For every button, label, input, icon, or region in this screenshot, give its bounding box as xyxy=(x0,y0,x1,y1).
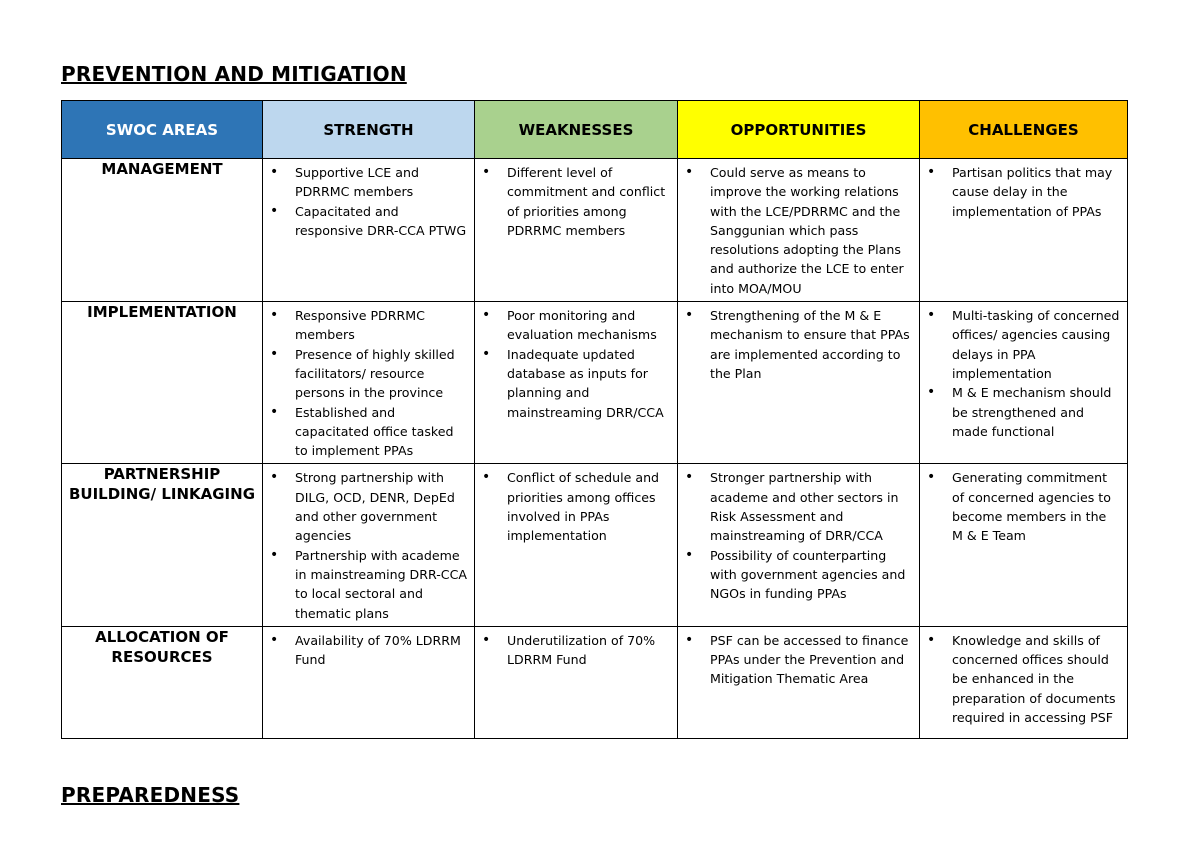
list-item: • Could serve as means to improve the working relations with the LCE/PDRRMC and the Sanggunian which pass resolutions adopting the Plans and authorize the LCE to enter into MOA/MOU xyxy=(678,163,913,298)
strength-cell xyxy=(263,159,475,302)
list-item: • Multi-tasking of concerned offices/ agencies causing delays in PPA implementation xyxy=(920,306,1121,383)
list-item: • Partisan politics that may cause delay in the implementation of PPAs xyxy=(920,163,1121,221)
list-item: • Strengthening of the M & E mechanism to ensure that PPAs are implemented according to the Plan xyxy=(678,306,913,383)
list-item: • Inadequate updated database as inputs for planning and mainstreaming DRR/CCA xyxy=(475,345,671,422)
list-item: • Poor monitoring and evaluation mechanisms xyxy=(475,306,671,345)
list-item: • Conflict of schedule and priorities among offices involved in PPAs implementation xyxy=(475,468,671,545)
strength-cell xyxy=(263,302,475,464)
table-row xyxy=(62,159,1128,302)
opportunities-cell xyxy=(678,626,920,738)
list-item: • Supportive LCE and PDRRMC members xyxy=(263,163,468,202)
list-item: • Partnership with academe in mainstreaming DRR-CCA to local sectoral and thematic plans xyxy=(263,546,468,623)
list-item: • Generating commitment of concerned agencies to become members in the M & E Team xyxy=(920,468,1121,545)
opportunities-cell xyxy=(678,464,920,626)
list-item: • Capacitated and responsive DRR-CCA PTWG xyxy=(263,202,468,241)
list-item: • Possibility of counterparting with government agencies and NGOs in funding PPAs xyxy=(678,546,913,604)
weaknesses-cell xyxy=(475,159,678,302)
opportunities-cell xyxy=(678,302,920,464)
list-item: • Strong partnership with DILG, OCD, DENR, DepEd and other government agencies xyxy=(263,468,468,545)
header-opportunities: OPPORTUNITIES xyxy=(678,101,920,159)
list-item: • Underutilization of 70% LDRRM Fund xyxy=(475,631,671,670)
header-swoc-areas: SWOC AREAS xyxy=(62,101,263,159)
list-item: • Presence of highly skilled facilitators/ resource persons in the province xyxy=(263,345,468,403)
section-title-prevention: PREVENTION AND MITIGATION xyxy=(61,62,407,86)
challenges-cell xyxy=(920,626,1128,738)
challenges-cell xyxy=(920,464,1128,626)
header-weaknesses: WEAKNESSES xyxy=(475,101,678,159)
list-item: • Availability of 70% LDRRM Fund xyxy=(263,631,468,670)
header-challenges: CHALLENGES xyxy=(920,101,1128,159)
list-item: • M & E mechanism should be strengthened and made functional xyxy=(920,383,1121,441)
list-item: • PSF can be accessed to finance PPAs under the Prevention and Mitigation Thematic Area xyxy=(678,631,913,689)
header-row xyxy=(62,101,1128,159)
weaknesses-cell xyxy=(475,626,678,738)
weaknesses-cell xyxy=(475,302,678,464)
list-item: • Established and capacitated office tasked to implement PPAs xyxy=(263,403,468,461)
area-label: MANAGEMENT xyxy=(62,159,263,302)
header-strength: STRENGTH xyxy=(263,101,475,159)
area-label: PARTNERSHIP BUILDING/ LINKAGING xyxy=(62,464,263,626)
list-item: • Knowledge and skills of concerned offices should be enhanced in the preparation of documents required in accessing PSF xyxy=(920,631,1121,727)
list-item: • Stronger partnership with academe and other sectors in Risk Assessment and mainstreaming of DRR/CCA xyxy=(678,468,913,545)
challenges-cell xyxy=(920,159,1128,302)
table-row xyxy=(62,464,1128,626)
table-row xyxy=(62,302,1128,464)
area-label: IMPLEMENTATION xyxy=(62,302,263,464)
list-item: • Different level of commitment and conflict of priorities among PDRRMC members xyxy=(475,163,671,240)
challenges-cell xyxy=(920,302,1128,464)
area-label: ALLOCATION OF RESOURCES xyxy=(62,626,263,738)
list-item: • Responsive PDRRMC members xyxy=(263,306,468,345)
strength-cell xyxy=(263,626,475,738)
swoc-table xyxy=(61,100,1128,739)
opportunities-cell xyxy=(678,159,920,302)
section-title-preparedness: PREPAREDNESS xyxy=(61,783,240,807)
weaknesses-cell xyxy=(475,464,678,626)
table-row xyxy=(62,626,1128,738)
strength-cell xyxy=(263,464,475,626)
